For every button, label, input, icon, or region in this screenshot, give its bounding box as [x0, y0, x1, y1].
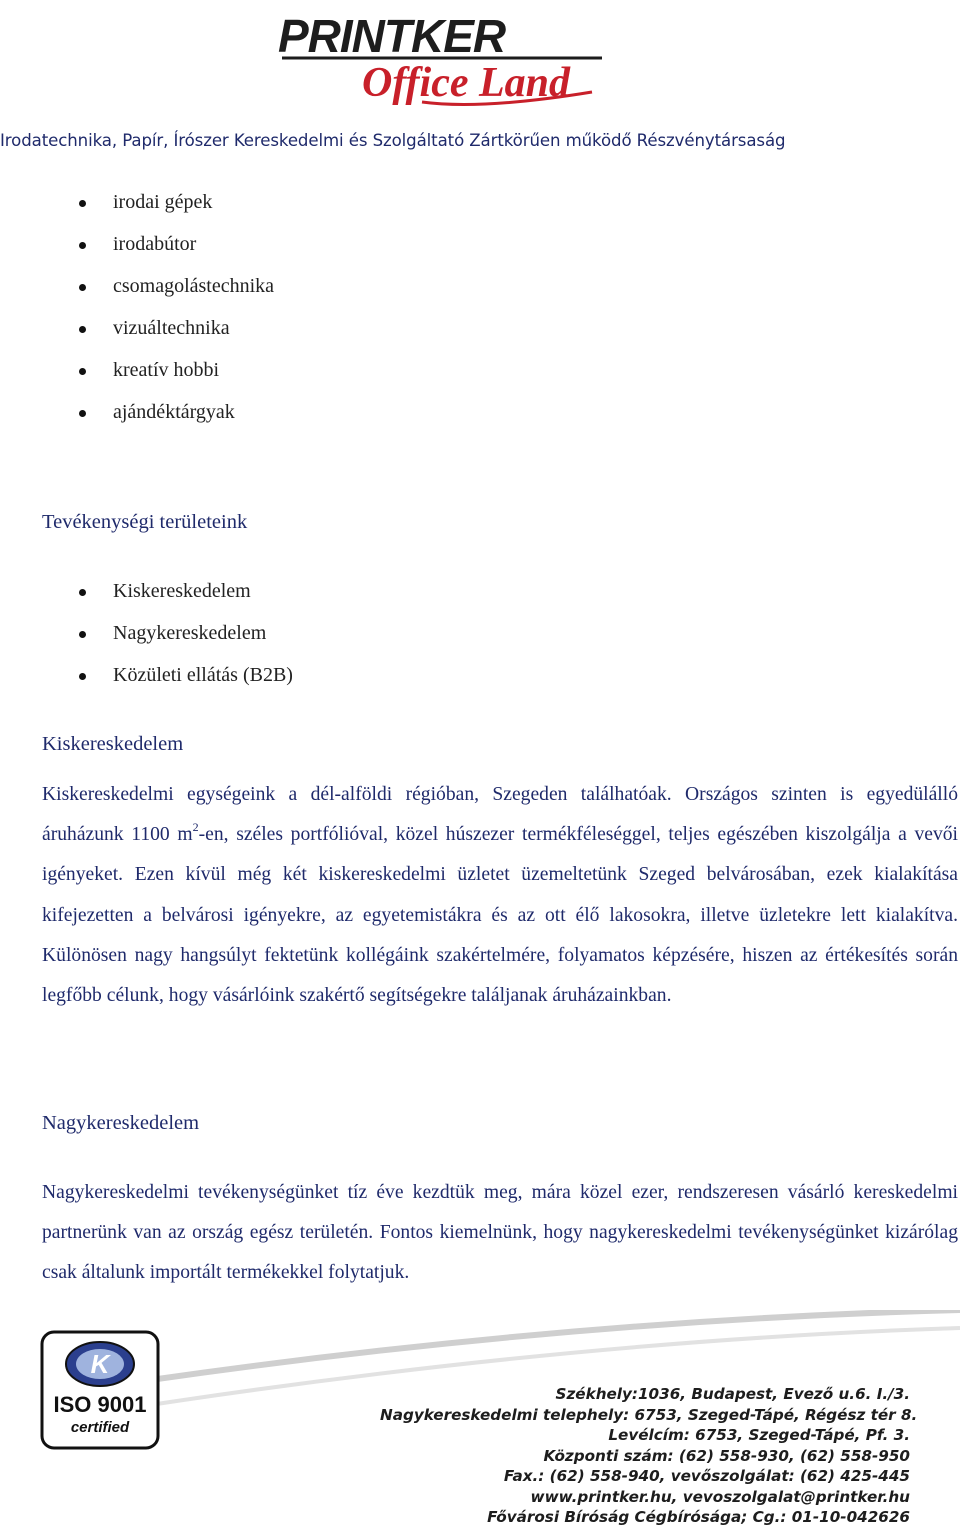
bullet-icon: [79, 242, 86, 249]
footer-line-mail-address: Levélcím: 6753, Szeged-Tápé, Pf. 3.: [608, 1426, 910, 1444]
retail-text-a: Kiskereskedelmi egységeink a dél-alföldi régióban, Szegeden találhatóak. Országos szinten is egyedülálló áruházunk 1100 m: [42, 784, 958, 846]
company-full-name: Irodatechnika, Papír, Írószer Kereskedelmi és Szolgáltató Zártkörűen működő Részvénytársaság: [0, 131, 786, 150]
bullet-icon: [79, 631, 86, 638]
footer-line-registry: Fővárosi Bíróság Cégbírósága; Cg.: 01-10-042626: [487, 1508, 910, 1526]
svg-text:K: K: [90, 1349, 110, 1379]
printker-logo: [272, 6, 612, 114]
wholesale-heading: Nagykereskedelem: [42, 1112, 200, 1134]
bullet-icon: [79, 410, 86, 417]
logo-text-top: PRINTKER: [278, 10, 506, 62]
bullet-icon: [79, 326, 86, 333]
iso-text: ISO 9001: [53, 1392, 147, 1417]
bullet-icon: [79, 200, 86, 207]
retail-sup: 2: [192, 820, 199, 835]
retail-text-b: -en, széles portfólióval, közel húszezer termékféleséggel, teljes egészében kiszolgálja a vevői igényeket. Ezen kívül még két kiskereskedelmi üzletet üzemeltetünk Szeged belvárosában, ezek kialakítása kifejezetten a belvárosi igényekre, az egyetemistákra és az ott élő lakosokra, illetve üzletekre lett kialakítva. Különösen nagy hangsúlyt fektetünk kollégáink szakértelmére, folyamatos képzésére, hiszen az értékesítés során legfőbb célunk, hogy vásárlóink szakértő segítségekre találjanak áruházainkban.: [42, 824, 958, 1007]
retail-paragraph: [42, 775, 958, 1016]
bullet-icon: [79, 284, 86, 291]
footer-line-web: www.printker.hu, vevoszolgalat@printker.hu: [530, 1487, 910, 1506]
footer-line-fax: Fax.: (62) 558-940, vevőszolgálat: (62) 425-445: [503, 1467, 910, 1485]
bullet-icon: [79, 368, 86, 375]
wholesale-paragraph: Nagykereskedelmi tevékenységünket tíz éve kezdtük meg, mára közel ezer, rendszeresen vásárló kereskedelmi partnerünk van az ország egész területén. Fontos kiemelnünk, hogy nagykereskedelmi tevékenységünket kizárólag csak általunk importált termékekkel folytatjuk.: [42, 1182, 958, 1284]
retail-heading: Kiskereskedelem: [42, 733, 184, 755]
iso-sub: certified: [70, 1419, 130, 1436]
areas-heading: Tevékenységi területeink: [42, 511, 248, 533]
footer-line-phone: Központi szám: (62) 558-930, (62) 558-950: [543, 1446, 910, 1465]
bullet-icon: [79, 589, 86, 596]
footer-line-headquarters: Székhely:1036, Budapest, Evező u.6. I./3.: [555, 1385, 910, 1403]
footer-contact: [380, 1384, 918, 1528]
bullet-icon: [79, 673, 86, 680]
logo-text-bottom: Office Land: [362, 60, 571, 106]
footer-line-wholesale-site: Nagykereskedelmi telephely: 6753, Szeged-Tápé, Régész tér 8.: [380, 1405, 918, 1424]
iso-9001-badge: [40, 1330, 160, 1450]
